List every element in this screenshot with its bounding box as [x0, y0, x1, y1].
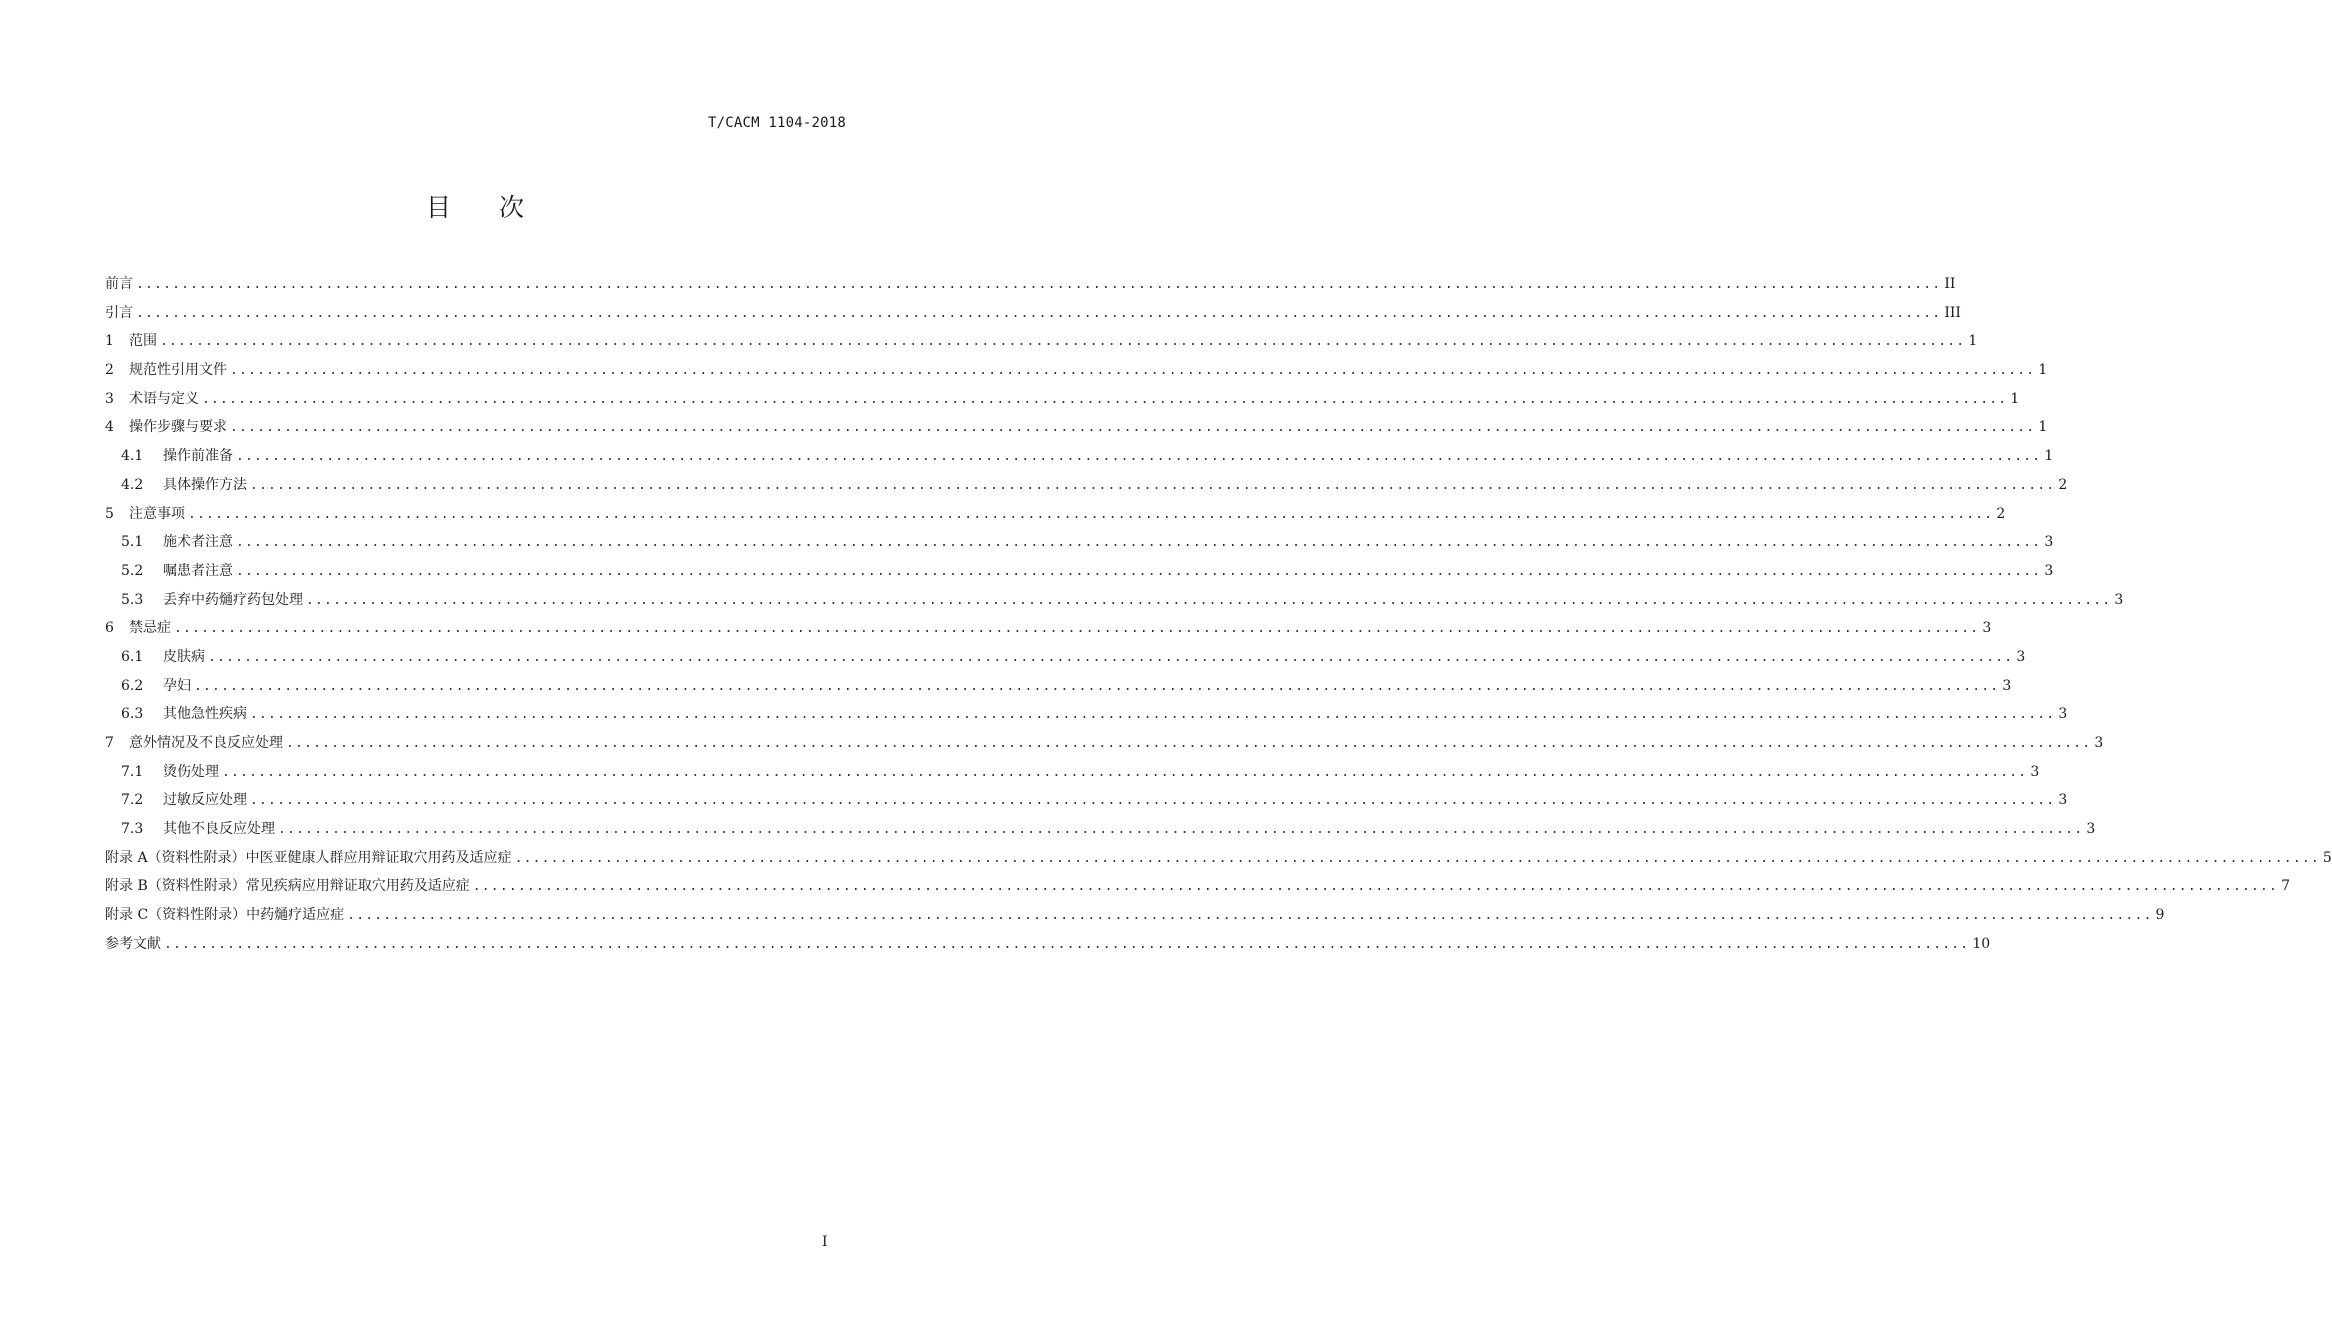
toc-entry-page: 2	[1996, 505, 2006, 522]
toc-entry[interactable]	[105, 815, 2096, 844]
toc-entry-number: 7.2	[121, 792, 144, 809]
toc-entry-page: 1	[2038, 362, 2048, 379]
toc-entry-page: 2	[2058, 476, 2068, 493]
toc-entry-page: 7	[2281, 878, 2291, 895]
toc-entry-label: 施术者注意	[163, 534, 233, 551]
toc-entry-label: 范围	[129, 333, 157, 350]
toc-entry-number: 4.2	[121, 476, 144, 493]
toc-entry[interactable]	[105, 385, 2020, 414]
toc-entry-label: 操作前准备	[163, 448, 233, 465]
toc-entry-number: 3	[105, 390, 114, 407]
toc-dot-leader: ........................................................................................................................................................................................................	[278, 822, 2084, 838]
toc-entry-number: 5.2	[121, 562, 144, 579]
toc-entry-number: 6.2	[121, 677, 144, 694]
toc-entry-label: 规范性引用文件	[129, 362, 227, 379]
toc-dot-leader: ........................................................................................................................................................................................................	[236, 449, 2042, 465]
toc-entry[interactable]	[105, 930, 1991, 959]
toc-entry-label: 意外情况及不良反应处理	[129, 735, 283, 751]
toc-entry[interactable]	[105, 528, 2054, 557]
toc-entry-number: 6.3	[121, 706, 144, 723]
toc-entry-label: 注意事项	[129, 505, 185, 522]
toc-dot-leader: ........................................................................................................................................................................................................	[250, 477, 2056, 493]
toc-dot-leader: ........................................................................................................................................................................................................	[250, 793, 2056, 809]
toc-dot-leader: ........................................................................................................................................................................................................	[472, 879, 2279, 895]
toc-entry-label: 禁忌症	[129, 620, 171, 637]
toc-entry-page: 3	[2044, 534, 2054, 551]
toc-dot-leader: ........................................................................................................................................................................................................	[230, 363, 2036, 379]
toc-entry[interactable]	[105, 413, 2048, 442]
toc-dot-leader: ........................................................................................................................................................................................................	[136, 305, 1942, 321]
toc-entry[interactable]	[105, 729, 2104, 758]
toc-entry-number: 6	[105, 620, 114, 637]
toc-entry[interactable]	[105, 471, 2068, 500]
toc-entry-page: 3	[2094, 735, 2104, 751]
toc-entry-label: 操作步骤与要求	[129, 419, 227, 436]
toc-dot-leader: ........................................................................................................................................................................................................	[236, 535, 2042, 551]
toc-entry-label: 引言	[105, 304, 133, 321]
toc-entry-label: 嘱患者注意	[163, 562, 233, 579]
toc-entry-page: 1	[1968, 333, 1978, 350]
toc-dot-leader: ........................................................................................................................................................................................................	[208, 649, 2014, 665]
toc-entry-label: 皮肤病	[163, 648, 205, 665]
toc-dot-leader: ........................................................................................................................................................................................................	[230, 420, 2036, 436]
toc-entry-label: 附录 B（资料性附录）常见疾病应用辩证取穴用药及适应症	[105, 878, 470, 895]
toc-entry[interactable]	[105, 872, 2291, 901]
toc-entry[interactable]	[105, 270, 1956, 299]
toc-entry-label: 烫伤处理	[163, 763, 219, 780]
toc-entry-page: 1	[2010, 390, 2020, 407]
toc-entry-page: III	[1944, 304, 1961, 321]
toc-entry-label: 附录 C（资料性附录）中药熥疗适应症	[105, 907, 345, 924]
toc-dot-leader: ........................................................................................................................................................................................................	[222, 764, 2028, 780]
toc-entry-label: 丢弃中药熥疗药包处理	[163, 591, 303, 608]
toc-entry-page: 3	[2086, 821, 2096, 838]
toc-entry-page: II	[1944, 276, 1956, 292]
toc-entry[interactable]	[105, 356, 2048, 385]
toc-entry[interactable]	[105, 299, 1961, 328]
toc-entry-number: 7.1	[121, 763, 144, 780]
toc-entry-label: 术语与定义	[129, 390, 199, 407]
toc-entry[interactable]	[105, 614, 1992, 643]
toc-entry[interactable]	[105, 442, 2054, 471]
toc-dot-leader: ........................................................................................................................................................................................................	[164, 936, 1970, 952]
toc-dot-leader: ........................................................................................................................................................................................................	[347, 908, 2153, 924]
page-number: I	[822, 1234, 828, 1250]
toc-entry[interactable]	[105, 700, 2068, 729]
toc-entry[interactable]	[105, 586, 2124, 615]
toc-entry[interactable]	[105, 327, 1978, 356]
toc-dot-leader: ........................................................................................................................................................................................................	[188, 506, 1994, 522]
toc-entry-page: 3	[1982, 620, 1992, 637]
toc-entry-number: 2	[105, 362, 114, 379]
toc-dot-leader: ........................................................................................................................................................................................................	[514, 850, 2320, 866]
toc-entry[interactable]	[105, 758, 2040, 787]
toc-entry-number: 7	[105, 735, 114, 751]
toc-entry[interactable]	[105, 901, 2165, 930]
toc-dot-leader: ........................................................................................................................................................................................................	[306, 592, 2112, 608]
toc-dot-leader: ........................................................................................................................................................................................................	[174, 621, 1980, 637]
toc-entry-number: 5	[105, 505, 114, 522]
toc-entry[interactable]	[105, 557, 2054, 586]
toc-entry-number: 6.1	[121, 648, 144, 665]
toc-entry-page: 1	[2038, 419, 2048, 436]
toc-entry-label: 前言	[105, 276, 133, 292]
toc-entry-number: 4	[105, 419, 114, 436]
toc-dot-leader: ........................................................................................................................................................................................................	[202, 391, 2008, 407]
toc-entry-page: 9	[2155, 907, 2165, 924]
toc-entry-page: 3	[2114, 591, 2124, 608]
toc-entry-label: 过敏反应处理	[163, 792, 247, 809]
toc-entry-label: 其他不良反应处理	[163, 821, 275, 838]
page-title: 目 次	[426, 193, 524, 222]
toc-entry-page: 3	[2044, 562, 2054, 579]
toc-dot-leader: ........................................................................................................................................................................................................	[236, 563, 2042, 579]
toc-dot-leader: ........................................................................................................................................................................................................	[160, 334, 1966, 350]
toc-entry-page: 10	[1972, 935, 1991, 952]
toc-entry-page: 3	[2016, 648, 2026, 665]
table-of-contents	[105, 270, 2332, 959]
toc-entry[interactable]	[105, 500, 2006, 529]
toc-dot-leader: ........................................................................................................................................................................................................	[250, 707, 2056, 723]
toc-dot-leader: ........................................................................................................................................................................................................	[286, 736, 2092, 751]
toc-entry[interactable]	[105, 844, 2332, 873]
toc-dot-leader: ........................................................................................................................................................................................................	[194, 678, 2000, 694]
toc-entry-page: 3	[2058, 792, 2068, 809]
toc-entry-label: 附录 A（资料性附录）中医亚健康人群应用辩证取穴用药及适应症	[105, 849, 512, 866]
toc-dot-leader: ........................................................................................................................................................................................................	[136, 277, 1942, 292]
toc-entry-number: 7.3	[121, 821, 144, 838]
toc-entry-number: 1	[105, 333, 114, 350]
toc-entry-page: 1	[2044, 448, 2054, 465]
toc-entry-label: 具体操作方法	[163, 476, 247, 493]
toc-entry-page: 3	[2058, 706, 2068, 723]
toc-entry-page: 3	[2002, 677, 2012, 694]
toc-entry[interactable]	[105, 643, 2026, 672]
standard-code: T/CACM 1104-2018	[707, 115, 846, 131]
toc-entry-page: 5	[2322, 849, 2332, 866]
toc-entry-number: 5.1	[121, 534, 144, 551]
toc-entry-label: 其他急性疾病	[163, 706, 247, 723]
toc-entry-label: 参考文献	[105, 935, 161, 952]
toc-entry-number: 4.1	[121, 448, 144, 465]
toc-entry-number: 5.3	[121, 591, 144, 608]
toc-entry[interactable]	[105, 786, 2068, 815]
toc-entry[interactable]	[105, 672, 2012, 701]
toc-entry-label: 孕妇	[163, 677, 191, 694]
toc-entry-page: 3	[2030, 763, 2040, 780]
